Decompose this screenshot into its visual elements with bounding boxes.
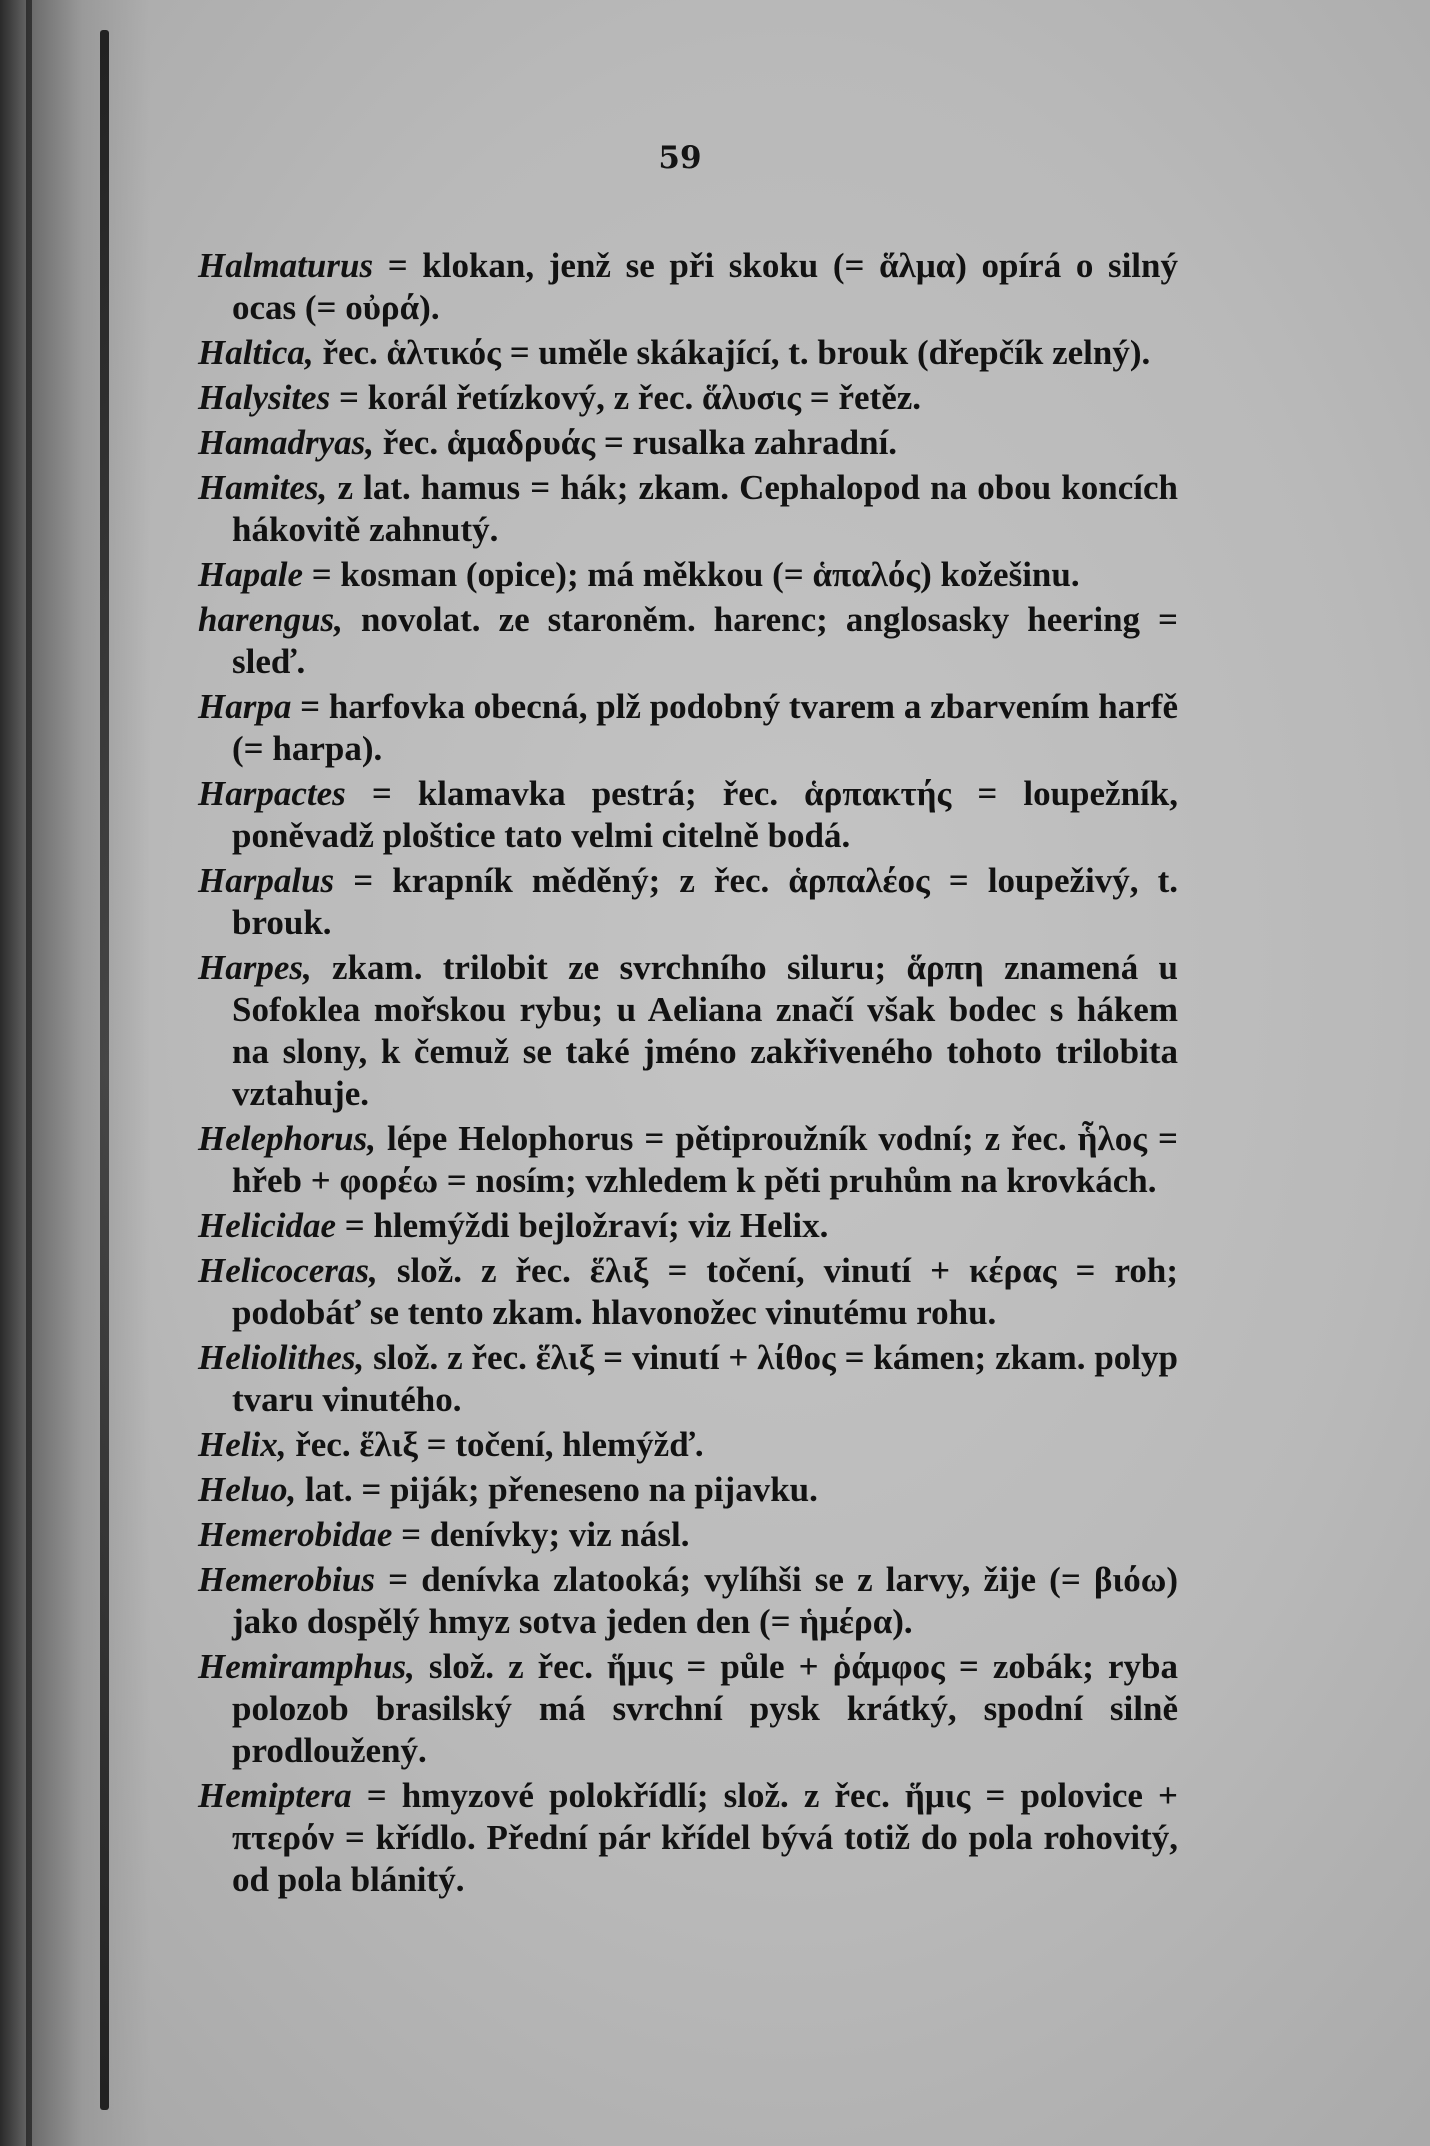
entry-text: = hmyzové polokřídlí; slož. z řec. ἥμις = polovice + πτερόν = křídlo. Přední pár křídel bývá totiž do pola rohovitý, od pola blánitý. — [232, 1776, 1178, 1899]
entry-text: = klokan, jenž se při skoku (= ἅλμα) opírá o silný ocas (= οὐρά). — [232, 246, 1178, 327]
dictionary-entry — [198, 1337, 1178, 1421]
entry-text: novolat. ze staroněm. harenc; anglosasky heering = sleď. — [232, 600, 1178, 681]
binding-crease — [100, 30, 109, 2110]
entry-text: = denívky; viz násl. — [392, 1515, 690, 1554]
page-edge-line — [26, 0, 32, 2146]
entry-headword: Harpa — [198, 687, 292, 726]
dictionary-entry — [198, 1205, 1178, 1247]
dictionary-entry — [198, 422, 1178, 464]
dictionary-entries — [198, 245, 1178, 1904]
dictionary-entry — [198, 599, 1178, 683]
entry-headword: Helicoceras, — [198, 1251, 378, 1290]
dictionary-entry — [198, 1424, 1178, 1466]
entry-headword: Halysites — [198, 378, 331, 417]
dictionary-entry — [198, 1775, 1178, 1901]
dictionary-entry — [198, 245, 1178, 329]
entry-text: = korál řetízkový, z řec. ἅλυσις = řetěz. — [330, 378, 922, 417]
dictionary-entry — [198, 1469, 1178, 1511]
entry-text: slož. z řec. ἕλιξ = vinutí + λίθος = kámen; zkam. polyp tvaru vinutého. — [232, 1338, 1178, 1419]
entry-text: řec. ἁλτικός = uměle skákající, t. brouk (dřepčík zelný). — [313, 333, 1151, 372]
entry-headword: Heluo, — [198, 1470, 297, 1509]
entry-headword: Hemerobidae — [198, 1515, 393, 1554]
page-binding-shadow — [0, 0, 150, 2146]
entry-headword: Hapale — [198, 555, 303, 594]
dictionary-entry — [198, 1646, 1178, 1772]
entry-headword: Halmaturus — [198, 246, 374, 285]
entry-headword: Helephorus, — [198, 1119, 376, 1158]
entry-text: slož. z řec. ἥμις = půle + ῥάμφος = zobák; ryba polozob brasilský má svrchní pysk krátký, spodní silně prodloužený. — [232, 1647, 1178, 1770]
dictionary-entry — [198, 1250, 1178, 1334]
entry-text: lépe Helophorus = pětiproužník vodní; z řec. ἧλος = hřeb + φορέω = nosím; vzhledem k pěti pruhům na krovkách. — [232, 1119, 1178, 1200]
entry-text: = klamavka pestrá; řec. ἁρπακτής = loupežník, poněvadž ploštice tato velmi citelně bodá. — [232, 774, 1178, 855]
entry-headword: Hamites, — [198, 468, 328, 507]
entry-headword: Haltica, — [198, 333, 314, 372]
entry-text: z lat. hamus = hák; zkam. Cephalopod na obou koncích hákovitě zahnutý. — [232, 468, 1178, 549]
dictionary-entry — [198, 1514, 1178, 1556]
entry-headword: Helix, — [198, 1425, 287, 1464]
entry-text: = kosman (opice); má měkkou (= ἁπαλός) kožešinu. — [302, 555, 1080, 594]
dictionary-entry — [198, 377, 1178, 419]
entry-text: řec. ἕλιξ = točení, hlemýžď. — [286, 1425, 704, 1464]
entry-headword: Harpalus — [198, 861, 335, 900]
page-number: 59 — [658, 140, 702, 176]
dictionary-entry — [198, 1559, 1178, 1643]
dictionary-entry — [198, 1118, 1178, 1202]
entry-text: = harfovka obecná, plž podobný tvarem a zbarvením harfě (= harpa). — [232, 687, 1178, 768]
entry-text: = hlemýždi bejložraví; viz Helix. — [336, 1206, 829, 1245]
dictionary-entry — [198, 686, 1178, 770]
entry-headword: Harpactes — [198, 774, 346, 813]
entry-headword: Hemiramphus, — [198, 1647, 415, 1686]
entry-text: řec. ἁμαδρυάς = rusalka zahradní. — [373, 423, 898, 462]
dictionary-entry — [198, 332, 1178, 374]
dictionary-entry — [198, 773, 1178, 857]
dictionary-entry — [198, 554, 1178, 596]
entry-headword: Hemiptera — [198, 1776, 352, 1815]
entry-headword: Harpes, — [198, 948, 312, 987]
entry-headword: harengus, — [198, 600, 343, 639]
entry-headword: Helicidae — [198, 1206, 337, 1245]
entry-text: slož. z řec. ἕλιξ = točení, vinutí + κέρας = roh; podobáť se tento zkam. hlavonožec vinutému rohu. — [232, 1251, 1178, 1332]
entry-headword: Hemerobius — [198, 1560, 375, 1599]
entry-text: = denívka zlatooká; vylíhši se z larvy, žije (= βιόω) jako dospělý hmyz sotva jeden den (= ἡμέρα). — [232, 1560, 1178, 1641]
dictionary-entry — [198, 860, 1178, 944]
dictionary-entry — [198, 467, 1178, 551]
entry-headword: Heliolithes, — [198, 1338, 365, 1377]
entry-headword: Hamadryas, — [198, 423, 374, 462]
entry-text: zkam. trilobit ze svrchního siluru; ἅρπη znamená u Sofoklea mořskou rybu; u Aeliana značí však bodec s hákem na slony, k čemuž se také jméno zakřiveného tohoto trilobita vztahuje. — [232, 948, 1178, 1113]
entry-text: = krapník měděný; z řec. ἁρπαλέος = loupeživý, t. brouk. — [232, 861, 1178, 942]
entry-text: lat. = piják; přeneseno na pijavku. — [296, 1470, 818, 1509]
dictionary-entry — [198, 947, 1178, 1115]
